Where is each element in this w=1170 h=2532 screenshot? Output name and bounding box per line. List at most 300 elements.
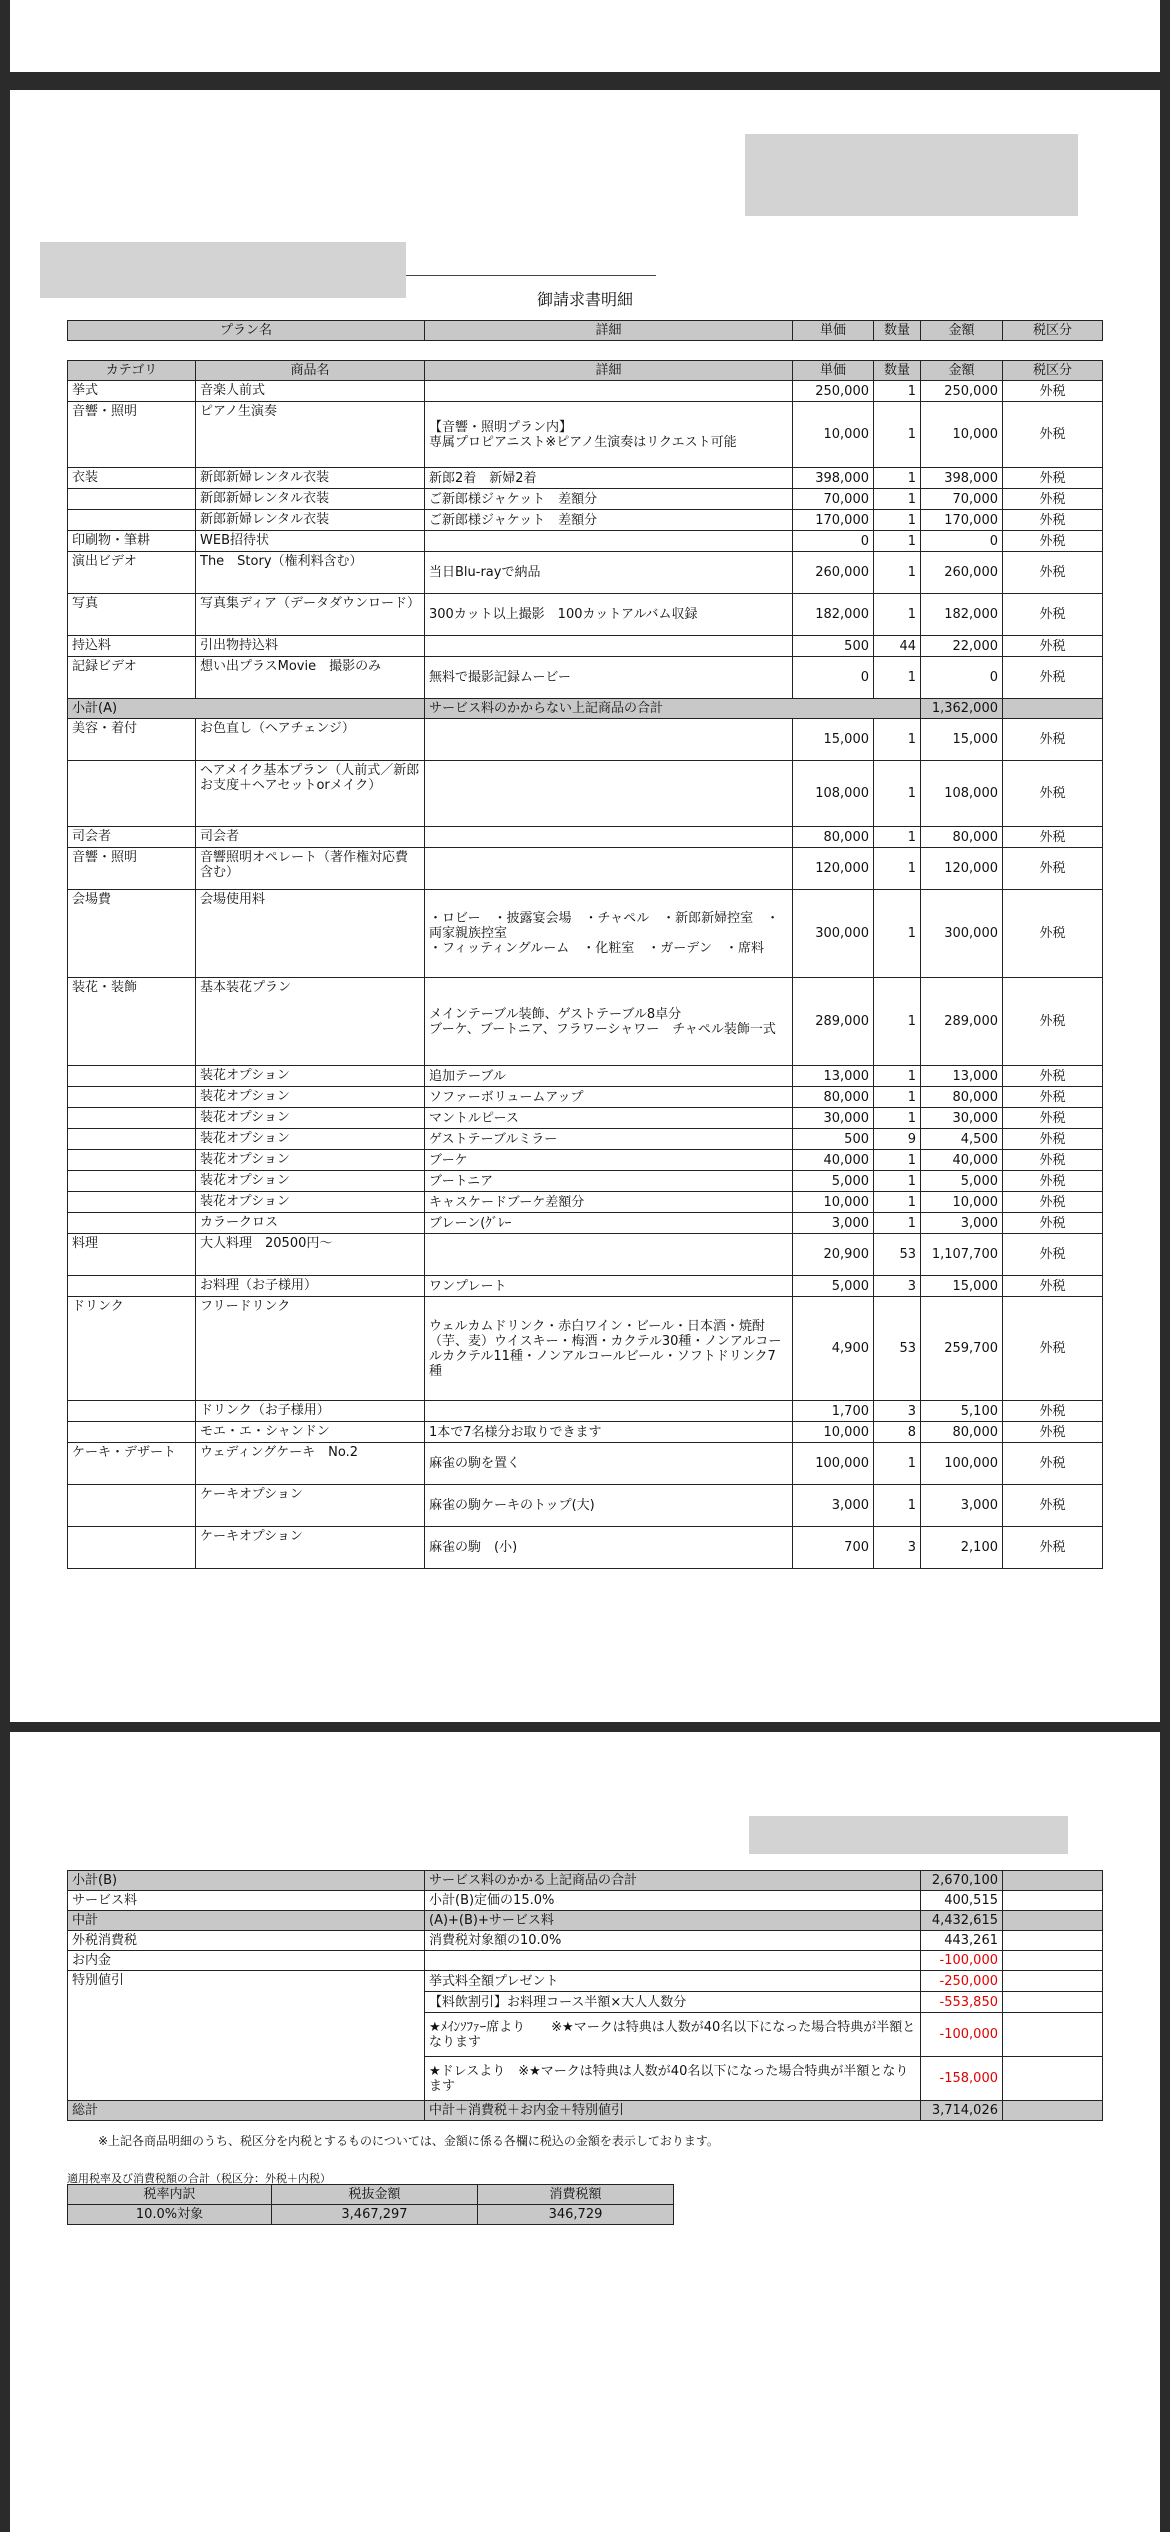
tax-type-cell: 外税 — [1003, 1192, 1103, 1213]
amount-cell: 3,000 — [921, 1213, 1003, 1234]
tax-type-cell: 外税 — [1003, 1443, 1103, 1485]
discount-label: 特別値引 — [68, 1971, 425, 2101]
item-name-cell: ケーキオプション — [196, 1485, 425, 1527]
detail-cell: ご新郎様ジャケット 差額分 — [425, 489, 793, 510]
unit-price-cell: 30,000 — [793, 1108, 874, 1129]
unit-price-cell: 80,000 — [793, 827, 874, 848]
quantity-cell: 1 — [874, 827, 921, 848]
discount-amount: -158,000 — [921, 2057, 1003, 2101]
unit-price-cell: 10,000 — [793, 1422, 874, 1443]
tax-type-cell: 外税 — [1003, 510, 1103, 531]
category-cell: 記録ビデオ — [68, 657, 196, 699]
subtotal-a-row — [68, 699, 1103, 719]
unit-price-cell: 3,000 — [793, 1213, 874, 1234]
unit-price-cell: 20,900 — [793, 1234, 874, 1276]
amount-cell: 108,000 — [921, 761, 1003, 827]
table-row — [68, 1422, 1103, 1443]
unit-price-cell: 4,900 — [793, 1297, 874, 1401]
category-cell — [68, 1192, 196, 1213]
unit-price-cell: 500 — [793, 636, 874, 657]
category-cell: 印刷物・筆耕 — [68, 531, 196, 552]
detail-cell — [425, 761, 793, 827]
table-row — [68, 510, 1103, 531]
discount-blank — [1003, 1992, 1103, 2013]
category-cell — [68, 1276, 196, 1297]
amount-cell: 2,100 — [921, 1527, 1003, 1569]
amount-cell: 13,000 — [921, 1066, 1003, 1087]
item-name-cell: 新郎新婦レンタル衣装 — [196, 510, 425, 531]
quantity-cell: 1 — [874, 489, 921, 510]
summary-table — [67, 1870, 1103, 2121]
table-row — [68, 531, 1103, 552]
grand-total-detail: 中計＋消費税＋お内金＋特別値引 — [425, 2101, 921, 2121]
detail-cell: ゲストテーブルミラー — [425, 1129, 793, 1150]
quantity-cell: 1 — [874, 381, 921, 402]
category-cell — [68, 1129, 196, 1150]
item-name-cell: ウェディングケーキ No.2 — [196, 1443, 425, 1485]
detail-cell: 【音響・照明プラン内】 専属プロピアニスト※ピアノ生演奏はリクエスト可能 — [425, 402, 793, 468]
category-cell: 衣装 — [68, 468, 196, 489]
unit-price-cell: 0 — [793, 531, 874, 552]
unit-price-cell: 500 — [793, 1129, 874, 1150]
amount-cell: 4,500 — [921, 1129, 1003, 1150]
category-cell — [68, 1108, 196, 1129]
amount-cell: 398,000 — [921, 468, 1003, 489]
quantity-cell: 1 — [874, 890, 921, 978]
tax-type-cell: 外税 — [1003, 1234, 1103, 1276]
detail-cell: 追加テーブル — [425, 1066, 793, 1087]
column-category: カテゴリ — [68, 361, 196, 381]
table-row — [68, 657, 1103, 699]
header-amount: 金額 — [921, 321, 1003, 341]
detail-cell — [425, 719, 793, 761]
column-amount: 金額 — [921, 361, 1003, 381]
amount-cell: 170,000 — [921, 510, 1003, 531]
tax-type-cell: 外税 — [1003, 1171, 1103, 1192]
quantity-cell: 1 — [874, 402, 921, 468]
table-row — [68, 761, 1103, 827]
table-row — [68, 719, 1103, 761]
tax-type-cell: 外税 — [1003, 1108, 1103, 1129]
unit-price-cell: 10,000 — [793, 402, 874, 468]
table-row — [68, 1150, 1103, 1171]
category-cell: 装花・装飾 — [68, 978, 196, 1066]
item-name-cell: お料理（お子様用） — [196, 1276, 425, 1297]
quantity-cell: 1 — [874, 1192, 921, 1213]
item-name-cell: 音楽人前式 — [196, 381, 425, 402]
amount-cell: 80,000 — [921, 1422, 1003, 1443]
category-cell: 写真 — [68, 594, 196, 636]
item-name-cell: 引出物持込料 — [196, 636, 425, 657]
detail-cell: 麻雀の駒 (小) — [425, 1527, 793, 1569]
item-name-cell: ヘアメイク基本プラン（人前式／新郎お支度＋ヘアセットorメイク） — [196, 761, 425, 827]
amount-cell: 182,000 — [921, 594, 1003, 636]
category-cell: 音響・照明 — [68, 402, 196, 468]
summary-label: 外税消費税 — [68, 1931, 425, 1951]
tax-type-cell: 外税 — [1003, 1276, 1103, 1297]
table-row — [68, 890, 1103, 978]
item-name-cell: 装花オプション — [196, 1129, 425, 1150]
tax-type-cell: 外税 — [1003, 827, 1103, 848]
page-top-sheet — [10, 0, 1160, 72]
tax-excluded-header: 税抜金額 — [272, 2185, 478, 2205]
tax-type-cell: 外税 — [1003, 531, 1103, 552]
summary-label: 小計(B) — [68, 1871, 425, 1891]
category-cell: 演出ビデオ — [68, 552, 196, 594]
table-row — [68, 1192, 1103, 1213]
summary-detail: 小計(B)定価の15.0% — [425, 1891, 921, 1911]
quantity-cell: 1 — [874, 510, 921, 531]
category-cell: 美容・着付 — [68, 719, 196, 761]
amount-cell: 5,000 — [921, 1171, 1003, 1192]
tax-rate-header: 税率内訳 — [68, 2185, 272, 2205]
summary-blank — [1003, 1931, 1103, 1951]
item-name-cell: 装花オプション — [196, 1066, 425, 1087]
table-row — [68, 1527, 1103, 1569]
table-row — [68, 848, 1103, 890]
detail-cell — [425, 848, 793, 890]
summary-amount: 443,261 — [921, 1931, 1003, 1951]
item-name-cell: 大人料理 20500円～ — [196, 1234, 425, 1276]
tax-type-cell: 外税 — [1003, 552, 1103, 594]
redacted-block-top-right — [745, 134, 1078, 216]
quantity-cell: 1 — [874, 594, 921, 636]
amount-cell: 260,000 — [921, 552, 1003, 594]
category-cell: ケーキ・デザート — [68, 1443, 196, 1485]
subtotal-a-label: 小計(A) — [68, 699, 425, 719]
invoice-page-1 — [10, 90, 1160, 1722]
category-cell — [68, 1087, 196, 1108]
quantity-cell: 3 — [874, 1527, 921, 1569]
summary-amount: -100,000 — [921, 1951, 1003, 1971]
document-title: 御請求書明細 — [536, 290, 633, 309]
category-cell — [68, 1422, 196, 1443]
tax-type-cell: 外税 — [1003, 978, 1103, 1066]
tax-type-cell: 外税 — [1003, 1422, 1103, 1443]
summary-blank — [1003, 1911, 1103, 1931]
table-row — [68, 636, 1103, 657]
tax-type-cell: 外税 — [1003, 848, 1103, 890]
column-detail: 詳細 — [425, 361, 793, 381]
detail-cell: ワンプレート — [425, 1276, 793, 1297]
table-row — [68, 594, 1103, 636]
amount-cell: 100,000 — [921, 1443, 1003, 1485]
amount-cell: 259,700 — [921, 1297, 1003, 1401]
discount-blank — [1003, 2013, 1103, 2057]
detail-cell: 麻雀の駒ケーキのトップ(大) — [425, 1485, 793, 1527]
table-row — [68, 1066, 1103, 1087]
detail-cell: キャスケードブーケ差額分 — [425, 1192, 793, 1213]
unit-price-cell: 13,000 — [793, 1066, 874, 1087]
table-row — [68, 489, 1103, 510]
category-cell: 音響・照明 — [68, 848, 196, 890]
detail-cell — [425, 827, 793, 848]
amount-cell: 80,000 — [921, 1087, 1003, 1108]
tax-type-cell: 外税 — [1003, 1527, 1103, 1569]
unit-price-cell: 398,000 — [793, 468, 874, 489]
unit-price-cell: 3,000 — [793, 1485, 874, 1527]
table-row — [68, 1108, 1103, 1129]
summary-label: サービス料 — [68, 1891, 425, 1911]
table-row — [68, 402, 1103, 468]
summary-row — [68, 1951, 1103, 1971]
summary-detail: (A)+(B)+サービス料 — [425, 1911, 921, 1931]
amount-cell: 15,000 — [921, 1276, 1003, 1297]
detail-cell — [425, 381, 793, 402]
tax-type-cell: 外税 — [1003, 1401, 1103, 1422]
discount-detail: 【料飲割引】お料理コース半額×大人人数分 — [425, 1992, 921, 2013]
summary-amount: 2,670,100 — [921, 1871, 1003, 1891]
amount-cell: 15,000 — [921, 719, 1003, 761]
summary-amount: 400,515 — [921, 1891, 1003, 1911]
detail-cell: ブレーン(ｸﾞﾚｰ — [425, 1213, 793, 1234]
category-cell — [68, 1527, 196, 1569]
item-name-cell: 新郎新婦レンタル衣装 — [196, 468, 425, 489]
detail-cell: ご新郎様ジャケット 差額分 — [425, 510, 793, 531]
table-row — [68, 381, 1103, 402]
tax-type-cell: 外税 — [1003, 594, 1103, 636]
amount-cell: 10,000 — [921, 1192, 1003, 1213]
item-name-cell: 新郎新婦レンタル衣装 — [196, 489, 425, 510]
amount-cell: 3,000 — [921, 1485, 1003, 1527]
table-row — [68, 1485, 1103, 1527]
discount-detail: ★ﾒｲﾝｿﾌｧｰ席より ※★マークは特典は人数が40名以下になった場合特典が半額となります — [425, 2013, 921, 2057]
detail-cell: 当日Blu-rayで納品 — [425, 552, 793, 594]
item-name-cell: フリードリンク — [196, 1297, 425, 1401]
unit-price-cell: 300,000 — [793, 890, 874, 978]
unit-price-cell: 40,000 — [793, 1150, 874, 1171]
table-row — [68, 1087, 1103, 1108]
unit-price-cell: 250,000 — [793, 381, 874, 402]
category-cell — [68, 510, 196, 531]
plan-header-row — [68, 321, 1103, 341]
category-cell — [68, 1213, 196, 1234]
unit-price-cell: 70,000 — [793, 489, 874, 510]
category-cell — [68, 761, 196, 827]
quantity-cell: 1 — [874, 552, 921, 594]
detail-cell: 無料で撮影記録ムービー — [425, 657, 793, 699]
unit-price-cell: 10,000 — [793, 1192, 874, 1213]
amount-cell: 70,000 — [921, 489, 1003, 510]
item-name-cell: The Story（権利料含む） — [196, 552, 425, 594]
table-row — [68, 827, 1103, 848]
grand-total-label: 総計 — [68, 2101, 425, 2121]
amount-cell: 22,000 — [921, 636, 1003, 657]
amount-cell: 10,000 — [921, 402, 1003, 468]
quantity-cell: 1 — [874, 657, 921, 699]
invoice-page-2 — [10, 1732, 1160, 2532]
detail-cell: ブーケ — [425, 1150, 793, 1171]
unit-price-cell: 15,000 — [793, 719, 874, 761]
item-name-cell: ピアノ生演奏 — [196, 402, 425, 468]
tax-summary-caption: 適用税率及び消費税額の合計（税区分：外税＋内税） — [67, 2172, 331, 2185]
quantity-cell: 1 — [874, 1443, 921, 1485]
table-row — [68, 978, 1103, 1066]
category-cell: 司会者 — [68, 827, 196, 848]
amount-cell: 40,000 — [921, 1150, 1003, 1171]
grand-total-amount: 3,714,026 — [921, 2101, 1003, 2121]
detail-cell — [425, 1234, 793, 1276]
item-name-cell: カラークロス — [196, 1213, 425, 1234]
tax-excluded-value: 3,467,297 — [272, 2205, 478, 2225]
quantity-cell: 3 — [874, 1276, 921, 1297]
detail-cell: メインテーブル装飾、ゲストテーブル8卓分 ブーケ、ブートニア、フラワーシャワー チャペル装飾一式 — [425, 978, 793, 1066]
tax-type-cell: 外税 — [1003, 890, 1103, 978]
item-name-cell: お色直し（ヘアチェンジ） — [196, 719, 425, 761]
unit-price-cell: 182,000 — [793, 594, 874, 636]
detail-cell: ウェルカムドリンク・赤白ワイン・ビール・日本酒・焼酎（芋、麦）ウイスキー・梅酒・カクテル30種・ノンアルコールカクテル11種・ノンアルコールビール・ソフトドリンク7種 — [425, 1297, 793, 1401]
tax-type-cell: 外税 — [1003, 657, 1103, 699]
discount-blank — [1003, 1971, 1103, 1992]
tax-type-cell: 外税 — [1003, 1129, 1103, 1150]
tax-note: ※上記各商品明細のうち、税区分を内税とするものについては、金額に係る各欄に税込の金額を表示しております。 — [98, 2134, 719, 2148]
summary-row — [68, 1871, 1103, 1891]
summary-detail: サービス料のかかる上記商品の合計 — [425, 1871, 921, 1891]
category-cell — [68, 1150, 196, 1171]
category-cell — [68, 489, 196, 510]
subtotal-a-amount: 1,362,000 — [921, 699, 1003, 719]
discount-detail: ★ドレスより ※★マークは特典は人数が40名以下になった場合特典が半額となります — [425, 2057, 921, 2101]
column-tax-type: 税区分 — [1003, 361, 1103, 381]
tax-type-cell: 外税 — [1003, 489, 1103, 510]
table-row — [68, 1213, 1103, 1234]
item-name-cell: 会場使用料 — [196, 890, 425, 978]
quantity-cell: 1 — [874, 531, 921, 552]
unit-price-cell: 80,000 — [793, 1087, 874, 1108]
item-name-cell: モエ・エ・シャンドン — [196, 1422, 425, 1443]
detail-cell: ・ロビー ・披露宴会場 ・チャペル ・新郎新婦控室 ・両家親族控室 ・フィッティングルーム ・化粧室 ・ガーデン ・席料 — [425, 890, 793, 978]
unit-price-cell: 100,000 — [793, 1443, 874, 1485]
summary-label: 中計 — [68, 1911, 425, 1931]
header-plan-name: プラン名 — [68, 321, 425, 341]
table-row — [68, 1129, 1103, 1150]
table-row — [68, 468, 1103, 489]
tax-summary-table — [67, 2184, 674, 2225]
quantity-cell: 1 — [874, 1108, 921, 1129]
tax-type-cell: 外税 — [1003, 1297, 1103, 1401]
column-unit-price: 単価 — [793, 361, 874, 381]
category-cell — [68, 1171, 196, 1192]
discount-row — [68, 1971, 1103, 1992]
tax-type-cell: 外税 — [1003, 1150, 1103, 1171]
quantity-cell: 1 — [874, 1087, 921, 1108]
amount-cell: 0 — [921, 657, 1003, 699]
summary-row — [68, 1911, 1103, 1931]
category-cell: 挙式 — [68, 381, 196, 402]
quantity-cell: 53 — [874, 1234, 921, 1276]
quantity-cell: 1 — [874, 1150, 921, 1171]
column-header-row — [68, 361, 1103, 381]
tax-amount-value: 346,729 — [478, 2205, 674, 2225]
quantity-cell: 1 — [874, 1213, 921, 1234]
header-detail: 詳細 — [425, 321, 793, 341]
quantity-cell: 1 — [874, 848, 921, 890]
quantity-cell: 9 — [874, 1129, 921, 1150]
unit-price-cell: 108,000 — [793, 761, 874, 827]
item-name-cell: 装花オプション — [196, 1171, 425, 1192]
tax-type-cell: 外税 — [1003, 1485, 1103, 1527]
quantity-cell: 1 — [874, 761, 921, 827]
invoice-detail-body — [68, 361, 1103, 1569]
summary-row — [68, 1931, 1103, 1951]
summary-row — [68, 1891, 1103, 1911]
detail-cell — [425, 636, 793, 657]
category-cell — [68, 1485, 196, 1527]
plan-header-table — [67, 320, 1103, 341]
tax-rate-value: 10.0%対象 — [68, 2205, 272, 2225]
discount-detail: 挙式料全額プレゼント — [425, 1971, 921, 1992]
quantity-cell: 3 — [874, 1401, 921, 1422]
category-cell: ドリンク — [68, 1297, 196, 1401]
quantity-cell: 1 — [874, 1066, 921, 1087]
tax-type-cell: 外税 — [1003, 761, 1103, 827]
tax-type-cell: 外税 — [1003, 381, 1103, 402]
detail-cell: 300カット以上撮影 100カットアルバム収録 — [425, 594, 793, 636]
subtotal-a-tax — [1003, 699, 1103, 719]
item-name-cell: 写真集ディア（データダウンロード） — [196, 594, 425, 636]
quantity-cell: 1 — [874, 719, 921, 761]
amount-cell: 300,000 — [921, 890, 1003, 978]
detail-cell: 麻雀の駒を置く — [425, 1443, 793, 1485]
tax-type-cell: 外税 — [1003, 1213, 1103, 1234]
summary-label: お内金 — [68, 1951, 425, 1971]
item-name-cell: 司会者 — [196, 827, 425, 848]
grand-total-row — [68, 2101, 1103, 2121]
quantity-cell: 44 — [874, 636, 921, 657]
quantity-cell: 1 — [874, 468, 921, 489]
item-name-cell: ケーキオプション — [196, 1527, 425, 1569]
tax-type-cell: 外税 — [1003, 1066, 1103, 1087]
unit-price-cell: 120,000 — [793, 848, 874, 890]
item-name-cell: 音響照明オペレート（著作権対応費含む） — [196, 848, 425, 890]
amount-cell: 120,000 — [921, 848, 1003, 890]
table-row — [68, 1297, 1103, 1401]
unit-price-cell: 5,000 — [793, 1276, 874, 1297]
tax-summary-header-row — [68, 2185, 674, 2205]
detail-cell: ソファーボリュームアップ — [425, 1087, 793, 1108]
amount-cell: 250,000 — [921, 381, 1003, 402]
discount-amount: -100,000 — [921, 2013, 1003, 2057]
tax-type-cell: 外税 — [1003, 719, 1103, 761]
summary-body — [68, 1871, 1103, 2121]
amount-cell: 0 — [921, 531, 1003, 552]
amount-cell: 289,000 — [921, 978, 1003, 1066]
unit-price-cell: 1,700 — [793, 1401, 874, 1422]
table-row — [68, 1443, 1103, 1485]
item-name-cell: 装花オプション — [196, 1150, 425, 1171]
item-name-cell: 装花オプション — [196, 1192, 425, 1213]
table-row — [68, 1401, 1103, 1422]
invoice-detail-table — [67, 360, 1103, 1569]
category-cell: 持込料 — [68, 636, 196, 657]
category-cell — [68, 1066, 196, 1087]
quantity-cell: 1 — [874, 1485, 921, 1527]
column-item-name: 商品名 — [196, 361, 425, 381]
unit-price-cell: 0 — [793, 657, 874, 699]
tax-amount-header: 消費税額 — [478, 2185, 674, 2205]
subtotal-a-detail: サービス料のかからない上記商品の合計 — [425, 699, 921, 719]
detail-cell: 新郎2着 新婦2着 — [425, 468, 793, 489]
tax-type-cell: 外税 — [1003, 1087, 1103, 1108]
summary-blank — [1003, 1891, 1103, 1911]
discount-amount: -250,000 — [921, 1971, 1003, 1992]
title-underline — [406, 275, 656, 276]
detail-cell: 1本で7名様分お取りできます — [425, 1422, 793, 1443]
unit-price-cell: 700 — [793, 1527, 874, 1569]
item-name-cell: 装花オプション — [196, 1087, 425, 1108]
summary-blank — [1003, 1871, 1103, 1891]
redacted-block-page2 — [749, 1816, 1068, 1854]
